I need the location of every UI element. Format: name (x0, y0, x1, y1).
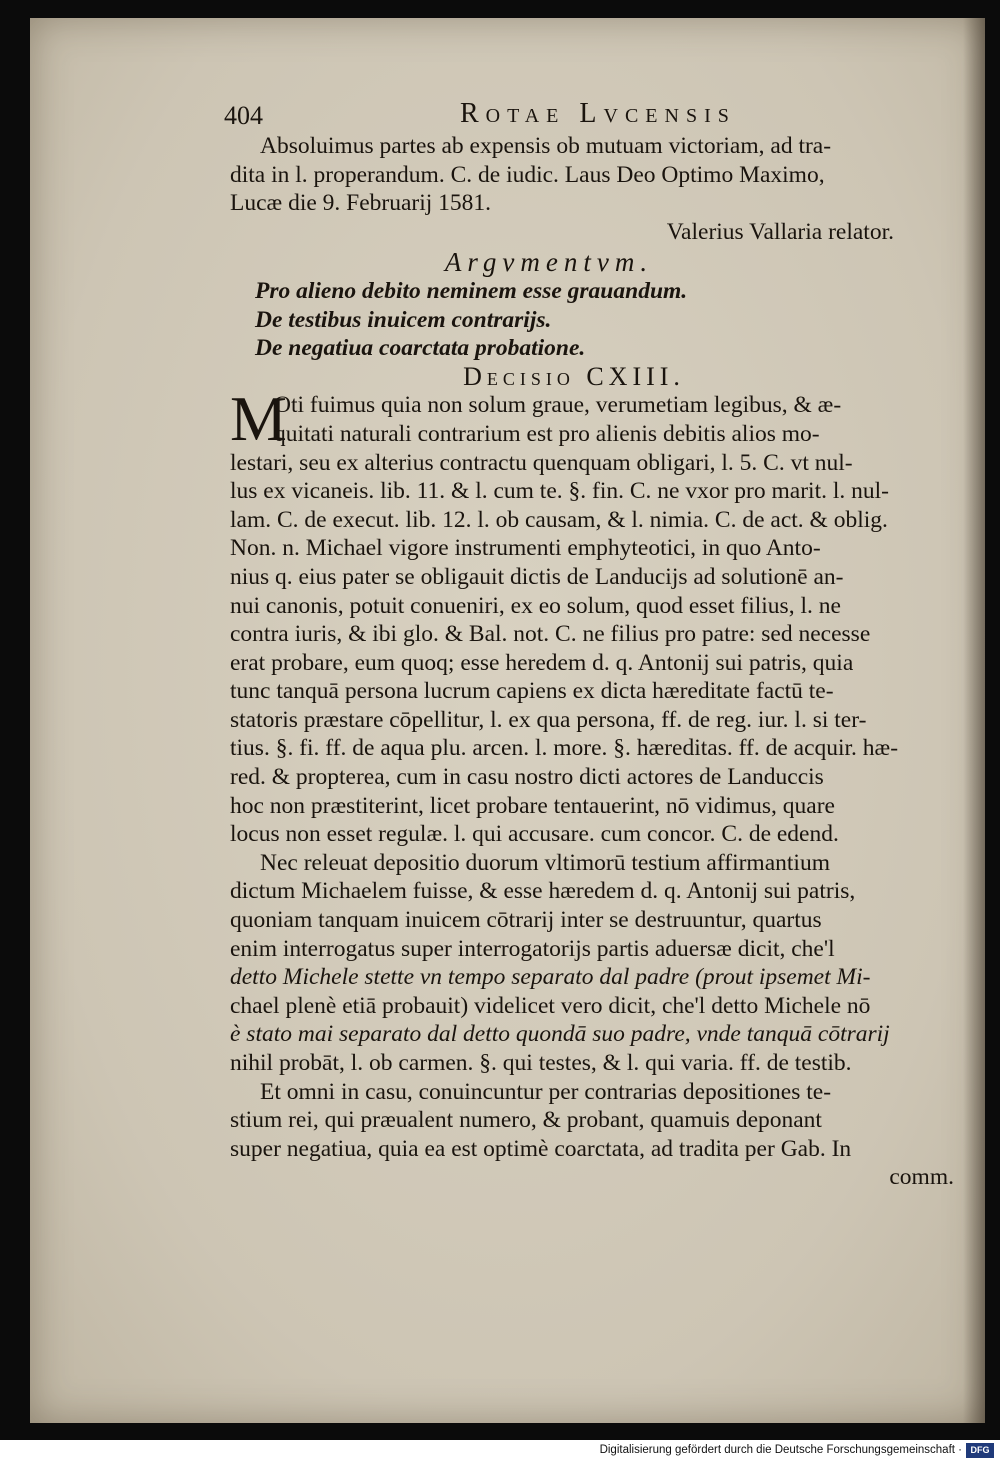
argumentum-item: De negatiua coarctata probatione. (255, 335, 586, 362)
decisio-paragraph-3 (230, 1078, 958, 1164)
text-line: quoniam tanquam inuicem cōtrarij inter se destruuntur, quartus (230, 907, 822, 934)
text-line: contra iuris, & ibi glo. & Bal. not. C. ne filius pro patre: sed necesse (230, 621, 871, 648)
digitization-footer (0, 1440, 1000, 1462)
text-line: nius q. eius pater se obligauit dictis de Landucijs ad solutionē an- (230, 563, 844, 590)
text-line: tius. §. fi. ff. de aqua plu. arcen. l. more. §. hæreditas. ff. de acquir. hæ- (230, 735, 899, 762)
argumentum-list (230, 277, 958, 363)
text-line: Absoluimus partes ab expensis ob mutuam victoriam, ad tra- (260, 133, 832, 159)
text-line: red. & propterea, cum in casu nostro dicti actores de Landuccis (230, 764, 824, 791)
text-line: dita in l. properandum. C. de iudic. Laus Deo Optimo Maximo, (230, 161, 825, 188)
drop-cap: M (230, 383, 287, 455)
text-line: Et omni in casu, conuincuntur per contrarias depositiones te- (260, 1078, 832, 1105)
text-line: nui canonis, potuit conueniri, ex eo solum, quod esset filius, l. ne (230, 592, 841, 619)
text-line: Lucæ die 9. Februarij 1581. (230, 190, 492, 217)
text-line: enim interrogatus super interrogatorijs partis aduersæ dicit, che'l (230, 935, 835, 962)
text-line: tunc tanquā persona lucrum capiens ex dicta hæreditate factū te- (230, 678, 834, 705)
text-line: statoris præstare cōpellitur, l. ex qua persona, ff. de reg. iur. l. si ter- (230, 706, 867, 733)
argumentum-item: De testibus inuicem contrarijs. (255, 306, 552, 333)
text-line: lestari, seu ex alterius contractu quenquam obligari, l. 5. C. vt nul- (230, 449, 853, 476)
text-line: super negatiua, quia ea est optimè coarctata, ad tradita per Gab. In (230, 1135, 852, 1162)
text-line: Nec releuat depositio duorum vltimorū testium affirmantium (260, 849, 830, 876)
text-line: dictum Michaelem fuisse, & esse hæredem d. q. Antonij sui patris, (230, 878, 856, 905)
decisio-heading: Decisio CXIII. (463, 361, 685, 391)
page-text (224, 98, 958, 1192)
text-line: lam. C. de execut. lib. 12. l. ob causam, & l. nimia. C. de act. & oblig. (230, 506, 888, 533)
text-line: erat probare, eum quoq; esse heredem d. q. Antonij sui patris, quia (230, 649, 854, 676)
funding-credit: Digitalisierung gefördert durch die Deutsche Forschungsgemeinschaft · (599, 1444, 962, 1456)
text-line: hoc non præstiterint, licet probare tentauerint, nō vidimus, quare (230, 792, 835, 819)
text-line: chael plenè etiā probauit) videlicet vero dicit, che'l detto Michele nō (230, 992, 871, 1019)
text-line: locus non esset regulæ. l. qui accusare. cum concor. C. de edend. (230, 821, 839, 848)
dfg-logo-icon: DFG (966, 1443, 994, 1458)
text-line: nihil probāt, l. ob carmen. §. qui testes, & l. qui varia. ff. de testib. (230, 1050, 852, 1076)
text-line: è stato mai separato dal detto quondā suo padre, vnde tanquā cōtrarij (230, 1021, 890, 1048)
text-line: Oti fuimus quia non solum graue, verumetiam legibus, & æ- (274, 392, 842, 419)
argumentum-heading: Argvmentvm. (444, 247, 654, 278)
running-head: Rotae Lvcensis (460, 98, 736, 129)
text-line: lus ex vicaneis. lib. 11. & l. cum te. §. fin. C. ne vxor pro marit. l. nul- (230, 478, 889, 505)
argumentum-item: Pro alieno debito neminem esse grauandum. (255, 277, 688, 304)
relator-signature: Valerius Vallaria relator. (666, 218, 894, 245)
opening-paragraph (230, 132, 958, 246)
decisio-paragraph-2 (230, 849, 958, 1078)
decisio-paragraph-1 (230, 383, 958, 849)
text-line: detto Michele stette vn tempo separato dal padre (prout ipsemet Mi- (230, 964, 871, 991)
text-line: stium rei, qui præualent numero, & probant, quamuis deponant (230, 1107, 822, 1134)
text-line: Non. n. Michael vigore instrumenti emphyteotici, in quo Anto- (230, 535, 821, 562)
catchword: comm. (889, 1164, 954, 1191)
page-number: 404 (224, 101, 263, 130)
page-header (224, 98, 958, 132)
text-line: quitati naturali contrarium est pro alienis debitis alios mo- (274, 420, 820, 447)
